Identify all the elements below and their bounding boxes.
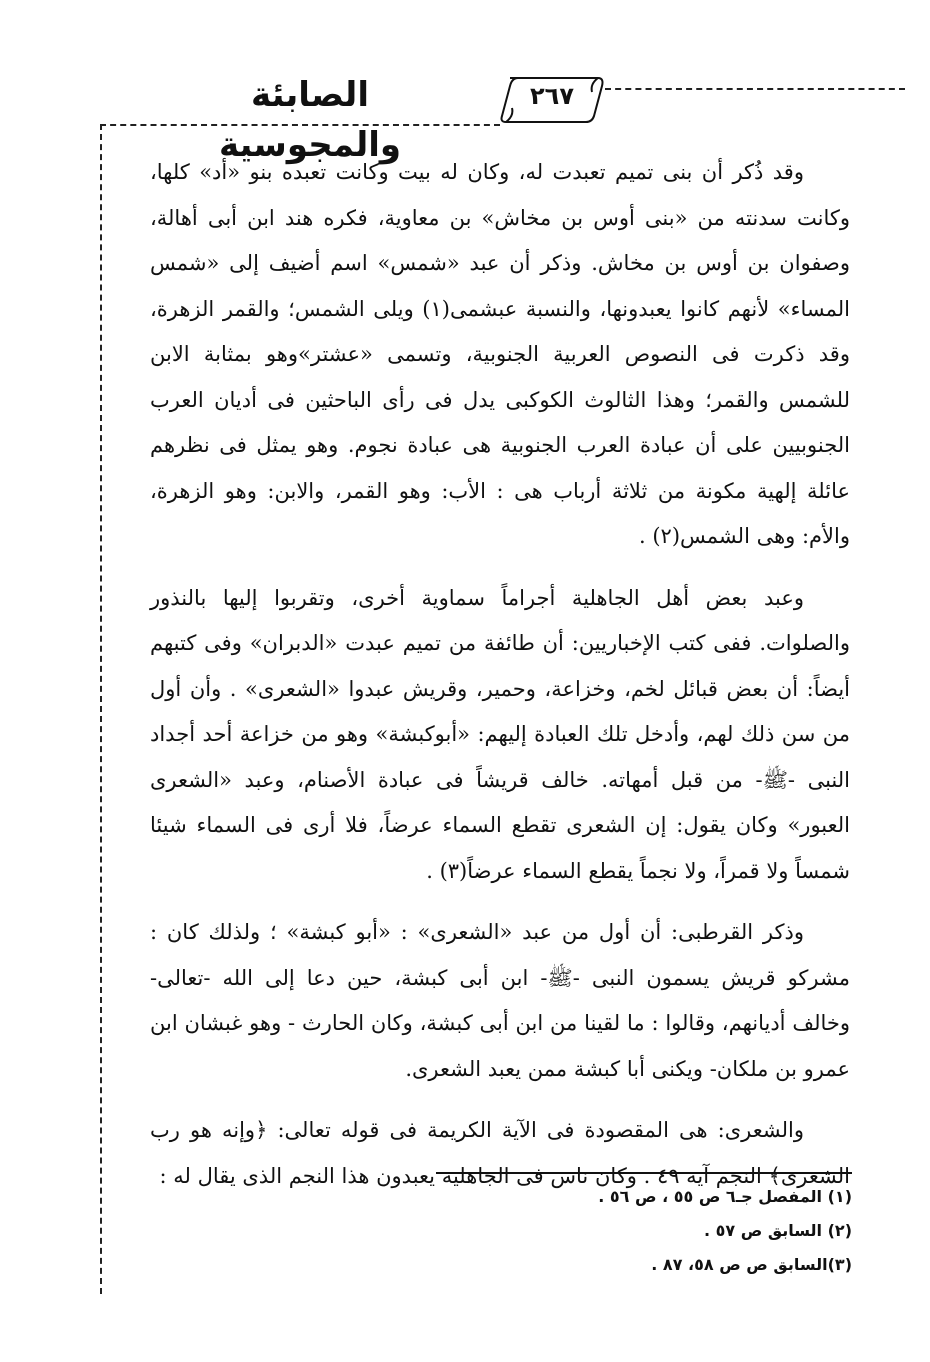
- footnote: (٣)السابق ص ص ٥٨، ٨٧ .: [651, 1255, 852, 1274]
- page-number: ٢٦٧: [530, 82, 574, 110]
- paragraph: وقد ذُكر أن بنى تميم تعبدت له، وكان له بيت وكانت تعبده بنو «أد» كلها، وكانت سدنته من «بنى أوس بن مخاش» بن معاوية، فكره هند ابن أبى أهالة، وصفوان بن أوس بن مخاش. وذكر أن عبد «شمس» اسم أضيف إلى «شمس المساء» لأنهم كانوا يعبدونها، والنسبة عبشمى(١) ويلى الشمس؛ والقمر الزهرة، وقد ذكرت فى النصوص العربية الجنوبية، وتسمى «عشتر»وهو بمثابة الابن للشمس والقمر؛ وهذا الثالوث الكوكبى يدل فى رأى الباحثين فى أديان العرب الجنوبيين على أن عبادة العرب الجنوبية هى عبادة نجوم. وهو يمثل فى نظرهم عائلة إلهية مكونة من ثلاثة أرباب هى : الأب: وهو القمر، والابن: وهو الزهرة، والأم: وهى الشمس(٢) .: [150, 160, 850, 548]
- frame-top-border: [100, 124, 500, 128]
- paragraph: والشعرى: هى المقصودة فى الآية الكريمة فى قوله تعالى: ﴿وإنه هو رب الشعرى﴾ النجم آية ٤٩ . وكان ناس فى الجاهلية يعبدون هذا النجم الذى يقال له :: [150, 1118, 850, 1188]
- paragraph: وعبد بعض أهل الجاهلية أجراماً سماوية أخرى، وتقربوا إليها بالنذور والصلوات. ففى كتب الإخباريين: أن طائفة من تميم عبدت «الدبران» وفى كتبهم أيضاً: أن بعض قبائل لخم، وخزاعة، وحمير، وقريش عبدوا «الشعرى» . وأن أول من سن ذلك لهم، وأدخل تلك العبادة إليهم: «أبوكبشة» وهو من خزاعة أحد أجداد النبى -ﷺ- من قبل أمهاته. خالف قريشاً فى عبادة الأصنام، وعبد «الشعرى العبور» وكان يقول: إن الشعرى تقطع السماء عرضاً، فلا أرى فى السماء شيئا شمساً ولا قمراً، ولا نجماً يقطع السماء عرضاً(٣) .: [150, 585, 850, 883]
- header-dashed-rule: [605, 88, 905, 92]
- footnotes: [436, 1172, 852, 1282]
- footnote: (٢) السابق ص ٥٧ .: [703, 1221, 852, 1240]
- frame-left-border: [100, 124, 104, 1294]
- body-text: [150, 150, 850, 1215]
- footnote: (١) المفصل جـ٦ ص ٥٥ ، ص ٥٦ .: [598, 1187, 852, 1206]
- paragraph: وذكر القرطبى: أن أول من عبد «الشعرى» : «أبو كبشة» ؛ ولذلك كان : مشركو قريش يسمون النبى -ﷺ- ابن أبى كبشة، حين دعا إلى الله -تعالى- وخالف أديانهم، وقالوا : ما لقينا من ابن أبى كبشة، وكان الحارث - وهو غبشان ابن عمرو بن ملكان- ويكنى أبا كبشة ممن يعبد الشعرى.: [150, 920, 850, 1081]
- running-header-title: الصابئة والمجوسية: [218, 75, 402, 165]
